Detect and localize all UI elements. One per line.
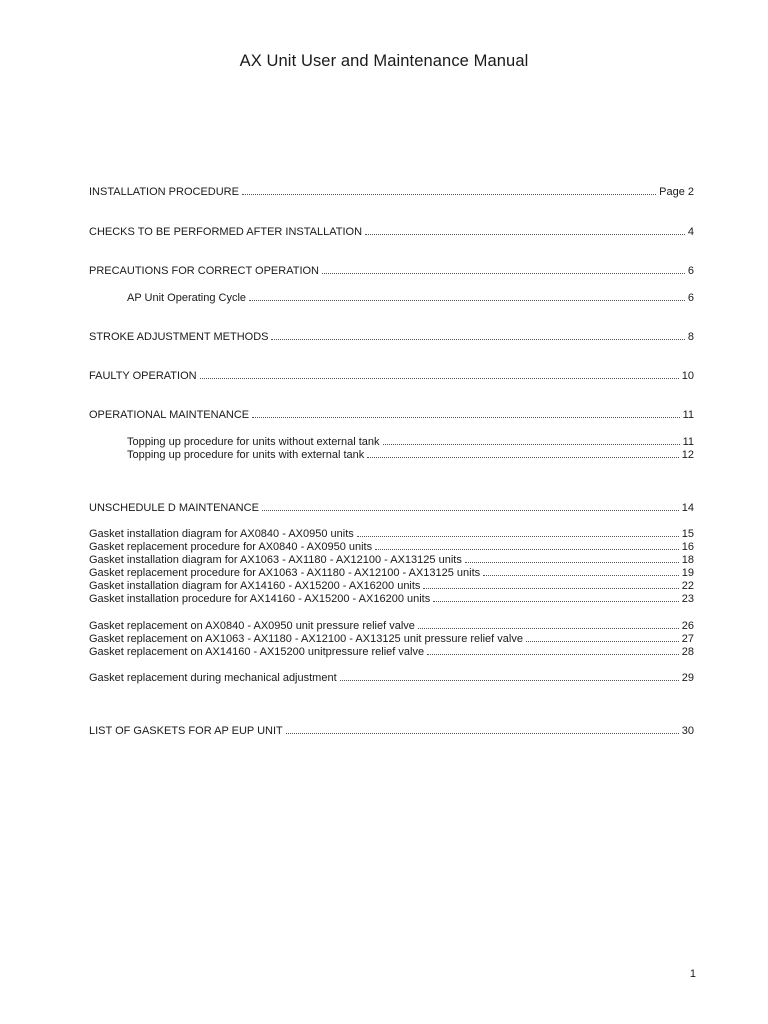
toc-entry-page: 8: [687, 331, 694, 343]
toc-entry-page: 4: [687, 226, 694, 238]
toc-entry-text: Gasket installation diagram for AX1063 - AX1180 - AX12100 - AX13125 units: [89, 554, 462, 566]
toc-entry-page: 16: [681, 541, 694, 553]
toc-entry-checks-after-installation[interactable]: [89, 225, 694, 239]
toc-leader-dots: [423, 579, 678, 589]
toc-entry-page: 14: [681, 502, 694, 514]
toc-entry-text: Gasket replacement on AX14160 - AX15200 unitpressure relief valve: [89, 646, 425, 658]
toc-entry-text: Gasket installation procedure for AX14160 - AX15200 - AX16200 units: [89, 593, 431, 605]
toc-entry-page: 19: [681, 567, 694, 579]
toc-leader-dots: [357, 527, 679, 537]
toc-entry-valve-gasket-ax14160[interactable]: [89, 645, 694, 659]
toc-entry-text: Gasket installation diagram for AX0840 - AX0950 units: [89, 528, 354, 540]
toc-entry-page: 6: [687, 292, 694, 304]
toc-entry-page: Page 2: [659, 186, 694, 198]
toc-leader-dots: [249, 291, 685, 301]
toc-leader-dots: [427, 645, 679, 655]
toc-leader-dots: [322, 264, 685, 274]
toc-entry-page: 10: [681, 370, 694, 382]
toc-leader-dots: [252, 408, 679, 418]
toc-leader-dots: [242, 185, 656, 195]
toc-entry-text: LIST OF GASKETS FOR AP EUP UNIT: [89, 725, 283, 737]
toc-leader-dots: [526, 632, 679, 642]
toc-entry-list-of-gaskets[interactable]: [89, 724, 694, 738]
toc-entry-text: Gasket replacement during mechanical adjustment: [89, 672, 337, 684]
toc-leader-dots: [262, 501, 679, 511]
toc-entry-gasket-procedure-ax14160[interactable]: [89, 592, 694, 606]
toc-entry-text: FAULTY OPERATION: [89, 370, 197, 382]
toc-entry-text: OPERATIONAL MAINTENANCE: [89, 409, 250, 421]
toc-leader-dots: [433, 592, 679, 602]
toc-entry-installation-procedure[interactable]: [89, 185, 694, 199]
toc-entry-text: Gasket replacement on AX0840 - AX0950 unit pressure relief valve: [89, 620, 415, 632]
toc-entry-page: 29: [681, 672, 694, 684]
toc-entry-text: STROKE ADJUSTMENT METHODS: [89, 331, 269, 343]
toc-entry-valve-gasket-ax1063[interactable]: [89, 632, 694, 646]
toc-entry-page: 27: [681, 633, 694, 645]
toc-entry-mechanical-adjustment[interactable]: [89, 671, 694, 685]
toc-leader-dots: [286, 724, 679, 734]
toc-leader-dots: [340, 671, 679, 681]
page-number: 1: [689, 968, 696, 980]
toc-entry-text: Topping up procedure for units with external tank: [127, 449, 365, 461]
toc-leader-dots: [271, 330, 684, 340]
toc-entry-page: 18: [681, 554, 694, 566]
toc-leader-dots: [375, 540, 679, 550]
toc-entry-precautions[interactable]: [89, 264, 694, 278]
toc-entry-page: 6: [687, 265, 694, 277]
toc-entry-operational-maintenance[interactable]: [89, 408, 694, 422]
toc-entry-text: Gasket replacement on AX1063 - AX1180 - AX12100 - AX13125 unit pressure relief valve: [89, 633, 523, 645]
toc-entry-page: 11: [682, 409, 694, 421]
toc-leader-dots: [465, 553, 679, 563]
toc-entry-page: 30: [681, 725, 694, 737]
toc-entry-gasket-replacement-ax1063[interactable]: [89, 566, 694, 580]
toc-entry-gasket-replacement-ax0840[interactable]: [89, 540, 694, 554]
toc-entry-page: 15: [681, 528, 694, 540]
toc-entry-text: Gasket replacement procedure for AX1063 - AX1180 - AX12100 - AX13125 units: [89, 567, 481, 579]
toc-leader-dots: [483, 566, 679, 576]
toc-entry-text: Gasket installation diagram for AX14160 - AX15200 - AX16200 units: [89, 580, 421, 592]
toc-entry-gasket-diagram-ax14160[interactable]: [89, 579, 694, 593]
document-title: AX Unit User and Maintenance Manual: [239, 52, 529, 70]
toc-entry-page: 11: [682, 436, 694, 448]
toc-entry-text: Topping up procedure for units without external tank: [127, 436, 380, 448]
toc-entry-operating-cycle[interactable]: [127, 291, 694, 305]
toc-entry-text: AP Unit Operating Cycle: [127, 292, 247, 304]
toc-entry-text: CHECKS TO BE PERFORMED AFTER INSTALLATION: [89, 226, 363, 238]
toc-entry-page: 23: [681, 593, 694, 605]
toc-leader-dots: [418, 619, 679, 629]
toc-entry-page: 26: [681, 620, 694, 632]
toc-entry-topping-up-without-tank[interactable]: [127, 435, 694, 449]
toc-entry-topping-up-with-tank[interactable]: [127, 448, 694, 462]
toc-entry-unscheduled-maintenance[interactable]: [89, 501, 694, 515]
toc-entry-text: PRECAUTIONS FOR CORRECT OPERATION: [89, 265, 320, 277]
toc-entry-gasket-diagram-ax1063[interactable]: [89, 553, 694, 567]
toc-entry-page: 22: [681, 580, 694, 592]
toc-leader-dots: [200, 369, 679, 379]
toc-leader-dots: [383, 435, 680, 445]
toc-entry-text: Gasket replacement procedure for AX0840 - AX0950 units: [89, 541, 373, 553]
toc-entry-text: UNSCHEDULE D MAINTENANCE: [89, 502, 259, 514]
toc-leader-dots: [365, 225, 685, 235]
toc-entry-stroke-adjustment[interactable]: [89, 330, 694, 344]
toc-entry-page: 12: [681, 449, 694, 461]
toc-entry-faulty-operation[interactable]: [89, 369, 694, 383]
toc-entry-text: INSTALLATION PROCEDURE: [89, 186, 239, 198]
toc-entry-gasket-diagram-ax0840[interactable]: [89, 527, 694, 541]
toc-leader-dots: [367, 448, 678, 458]
toc-entry-valve-gasket-ax0840[interactable]: [89, 619, 694, 633]
toc-entry-page: 28: [681, 646, 694, 658]
